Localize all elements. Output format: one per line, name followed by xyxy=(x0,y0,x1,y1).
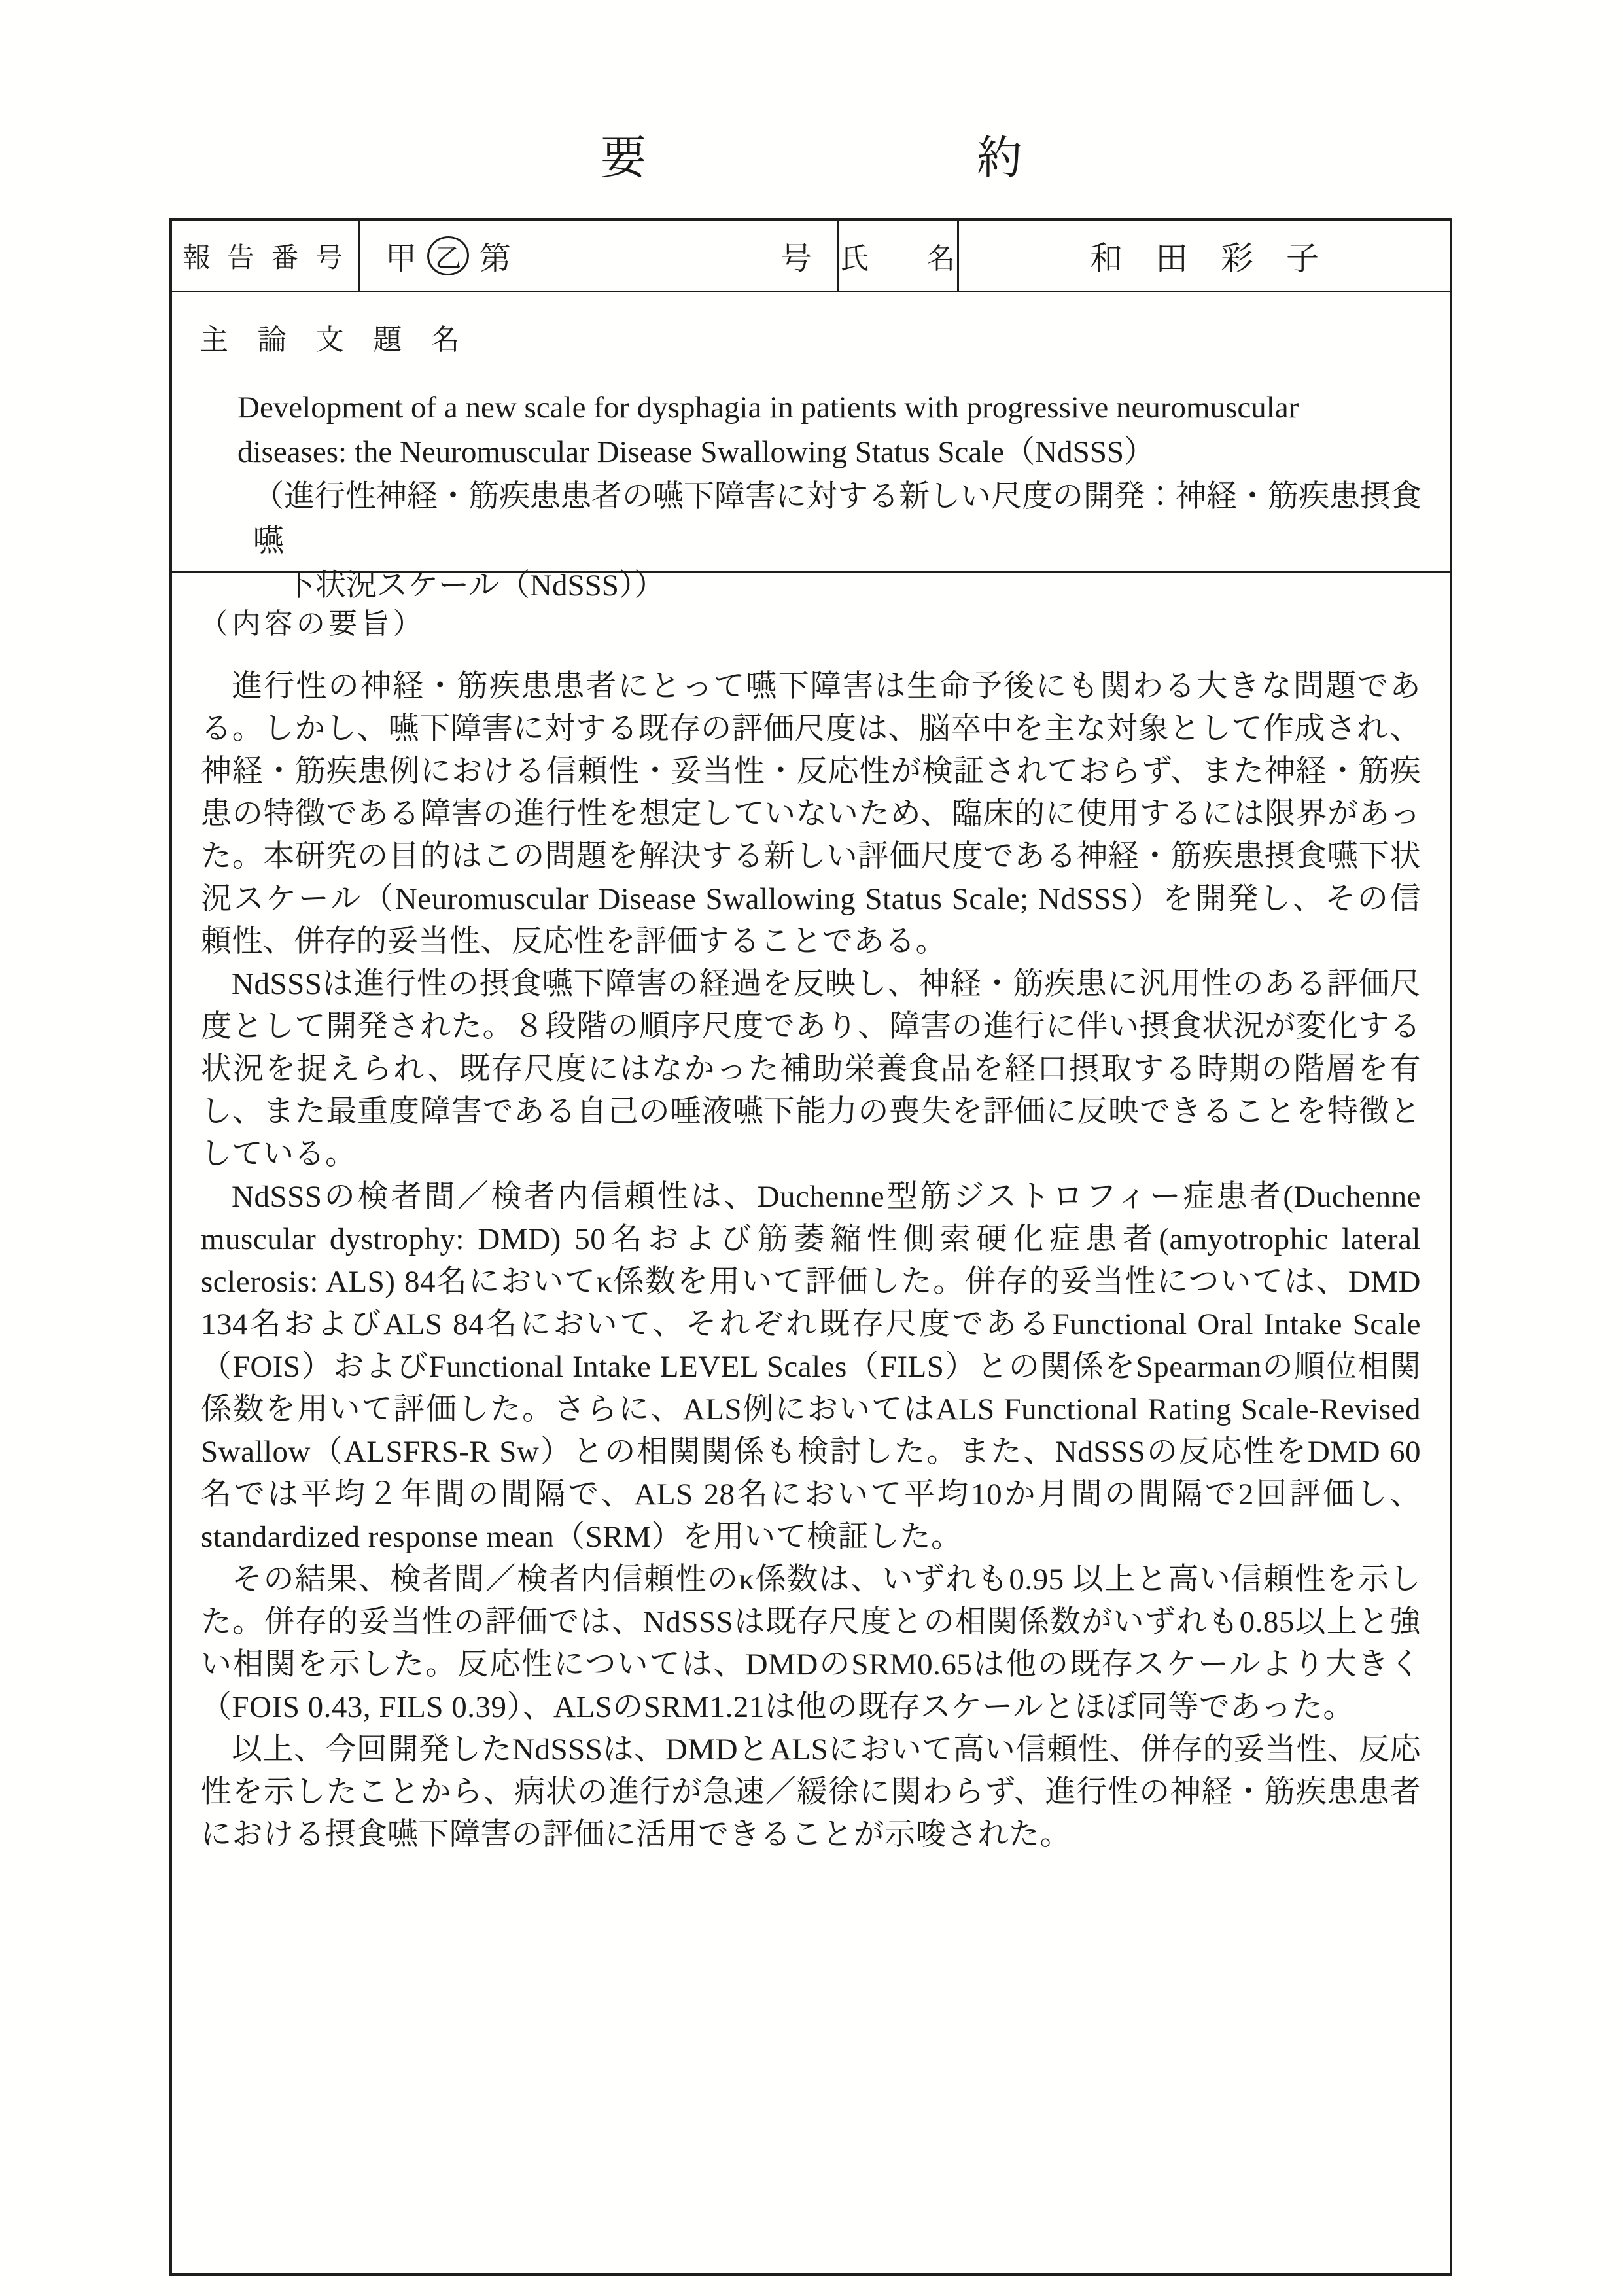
name-value: 和 田 彩 子 xyxy=(1090,239,1319,277)
abstract-paragraph: 以上、今回開発したNdSSSは、DMDとALSにおいて高い信頼性、併存的妥当性、反応性を示したことから、病状の進行が急速／緩徐に関わらず、進行性の神経・筋疾患患者における摂食嚥下障害の評価に活用できることが示唆された。 xyxy=(201,1733,1421,1852)
abstract-paragraph: その結果、検者間／検者内信頼性のκ係数は、いずれも0.95 以上と高い信頼性を示した。併存的妥当性の評価では、NdSSSは既存尺度との相関係数がいずれも0.85以上と強い相関を示した。反応性については、DMDのSRM0.65は他の既存スケールより大きく（FOIS 0.43, FILS 0.39）、ALSのSRM1.21は他の既存スケールとほぼ同等であった。 xyxy=(201,1563,1421,1724)
report-gou-char: 号 xyxy=(780,241,812,276)
header-row xyxy=(172,221,1450,292)
abstract-paragraph: NdSSSは進行性の摂食嚥下障害の経過を反映し、神経・筋疾患に汎用性のある評価尺度として開発された。８段階の順序尺度であり、障害の進行に伴い摂食状況が変化する状況を捉えられ、既存尺度にはなかった補助栄養食品を経口摂取する時期の階層を有し、また最重度障害である自己の唾液嚥下能力の喪失を評価に反映できることを特徴としている。 xyxy=(201,967,1421,1171)
abstract-body xyxy=(200,665,1422,1856)
abstract-section-label: （内容の要旨） xyxy=(200,608,425,640)
page-title-right-char: 約 xyxy=(977,133,1022,184)
report-number-type-group xyxy=(385,233,511,278)
thesis-title-section xyxy=(172,292,1450,603)
report-kou-char: 甲 xyxy=(385,241,417,276)
report-dai-char: 第 xyxy=(480,241,512,276)
abstract-content-section xyxy=(172,573,1450,2273)
abstract-paragraph: 進行性の神経・筋疾患患者にとって嚥下障害は生命予後にも関わる大きな問題である。しかし、嚥下障害に対する既存の評価尺度は、脳卒中を主な対象として作成され、神経・筋疾患例における信頼性・妥当性・反応性が検証されておらず、また神経・筋疾患の特徴である障害の進行性を想定していないため、臨床的に使用するには限界があった。本研究の目的はこの問題を解決する新しい評価尺度である神経・筋疾患摂食嚥下状況スケール（Neuromuscular Disease Swallowing Status Scale; NdSSS）を開発し、その信頼性、併存的妥当性、反応性を評価することである。 xyxy=(201,669,1421,959)
thesis-title-english-line1: Development of a new scale for dysphagia in patients with progressive neuromuscular xyxy=(237,391,1299,425)
thesis-title-english-line2: diseases: the Neuromuscular Disease Swallowing Status Scale（NdSSS） xyxy=(237,435,1155,469)
report-otsu-circled: 乙 xyxy=(425,233,472,277)
abstract-paragraph: NdSSSの検者間／検者内信頼性は、Duchenne型筋ジストロフィー症患者(Duchenne muscular dystrophy: DMD) 50名および筋萎縮性側索硬化症患者(amyotrophic lateral sclerosis: ALS) 84名においてκ係数を用いて評価した。併存的妥当性については、DMD 134名およびALS 84名において、それぞれ既存尺度であるFunctional Oral Intake Scale（FOIS）およびFunctional Intake LEVEL Scales（FILS）との関係をSpearmanの順位相関係数を用いて評価した。さらに、ALS例においてはALS Functional Rating Scale-Revised Swallow（ALSFRS-R Sw）との相関関係も検討した。また、NdSSSの反応性をDMD 60名では平均２年間の間隔で、ALS 28名において平均10か月間の間隔で2回評価し、standardized response mean（SRM）を用いて検証した。 xyxy=(201,1180,1421,1554)
thesis-title-section-label: 主 論 文 題 名 xyxy=(200,324,471,356)
thesis-title-japanese-line2: 下状況スケール（NdSSS）） xyxy=(285,569,665,603)
abstract-form-table xyxy=(169,218,1452,2276)
page-title xyxy=(0,121,1623,187)
thesis-title-japanese-line1: （進行性神経・筋疾患患者の嚥下障害に対する新しい尺度の開発：神経・筋疾患摂食嚥 xyxy=(253,480,1422,558)
page-title-left-char: 要 xyxy=(601,133,646,184)
report-number-label: 報 告 番 号 xyxy=(172,221,360,291)
name-label: 氏 名 xyxy=(839,221,959,291)
report-number-value xyxy=(360,221,839,291)
